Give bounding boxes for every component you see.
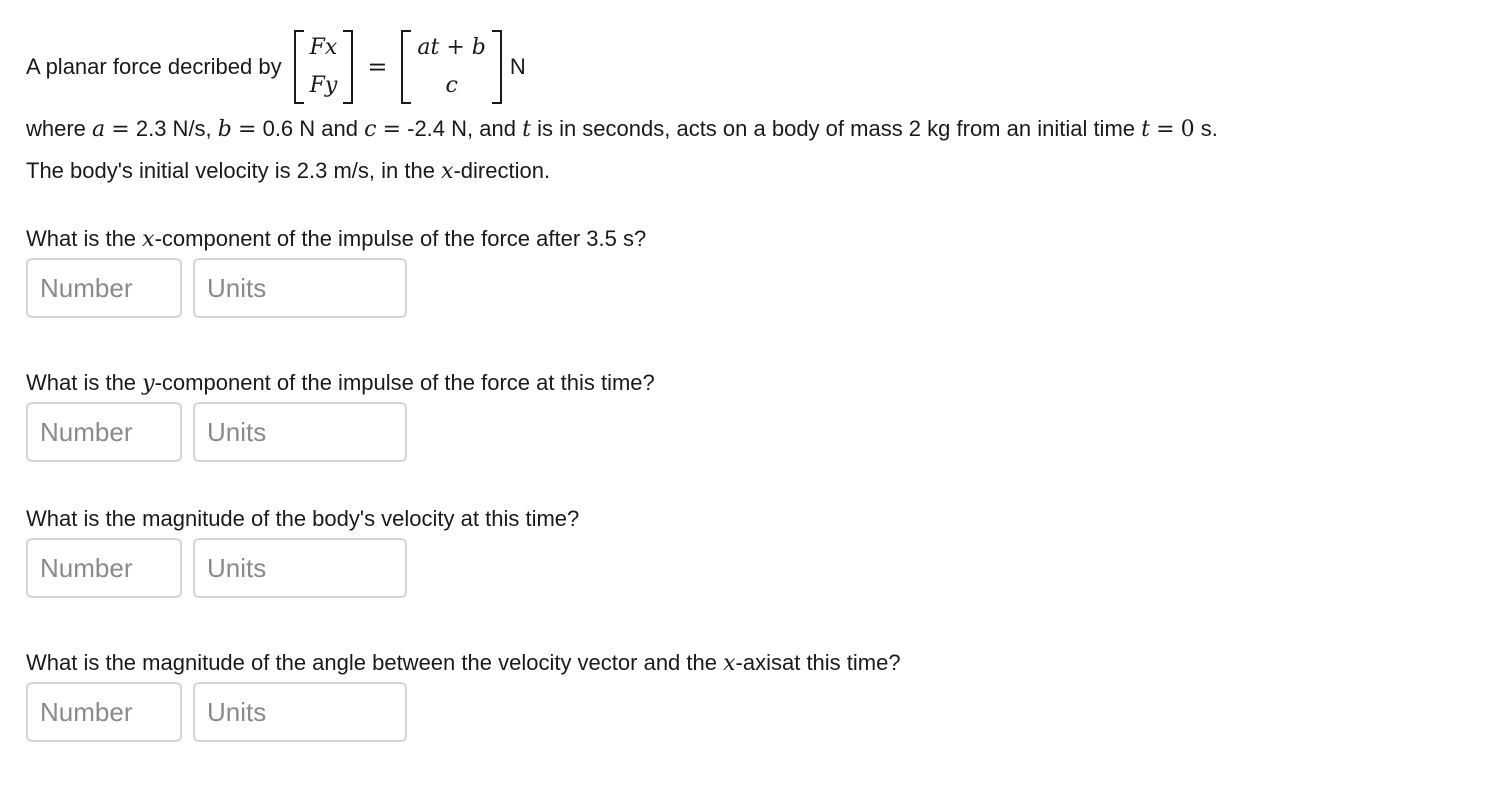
var-c: c xyxy=(364,117,377,142)
number-input[interactable] xyxy=(26,538,182,598)
right-bracket xyxy=(492,30,502,104)
question-1: What is the x-component of the impulse of the force after 3.5 s? xyxy=(26,226,647,252)
var-x: x xyxy=(723,651,736,676)
right-bracket xyxy=(343,30,353,104)
matrix-cell-c: c xyxy=(445,73,458,98)
conditions-line: where a = 2.3 N/s, b = 0.6 N and c = -2.4 N, and t is in seconds, acts on a body of mass 2 kg from an initial time t = 0 s. xyxy=(26,116,1218,142)
force-unit: N xyxy=(509,54,526,79)
matrix-cell-fy: Fy xyxy=(309,73,338,98)
left-bracket xyxy=(401,30,411,104)
value-b: 0.6 N and xyxy=(262,116,358,141)
var-x: x xyxy=(441,159,454,184)
units-input[interactable] xyxy=(193,538,407,598)
left-bracket xyxy=(294,30,304,104)
var-t: t xyxy=(522,117,531,142)
var-b: b xyxy=(217,117,232,142)
lhs-matrix xyxy=(294,30,354,104)
rhs-matrix xyxy=(401,30,501,104)
value-t0: 0 xyxy=(1180,117,1195,142)
question-4: What is the magnitude of the angle between the velocity vector and the x-axisat this time? xyxy=(26,650,901,676)
number-input[interactable] xyxy=(26,402,182,462)
initial-velocity-line: The body's initial velocity is 2.3 m/s, in the x-direction. xyxy=(26,158,551,184)
matrix-cell-at-plus-b: at + b xyxy=(417,35,486,60)
value-c: -2.4 N, and xyxy=(407,116,516,141)
units-input[interactable] xyxy=(193,258,407,318)
var-t-initial: t xyxy=(1141,117,1150,142)
question-3: What is the magnitude of the body's velocity at this time? xyxy=(26,506,580,531)
answer-row-3 xyxy=(26,538,407,598)
question-2: What is the y-component of the impulse of the force at this time? xyxy=(26,370,655,396)
answer-row-4 xyxy=(26,682,407,742)
matrix-cell-fx: Fx xyxy=(309,35,338,60)
answer-row-2 xyxy=(26,402,407,462)
answer-row-1 xyxy=(26,258,407,318)
units-input[interactable] xyxy=(193,402,407,462)
units-input[interactable] xyxy=(193,682,407,742)
var-x: x xyxy=(142,227,155,252)
value-a: 2.3 N/s, xyxy=(135,116,212,141)
number-input[interactable] xyxy=(26,682,182,742)
var-y: y xyxy=(142,371,155,396)
var-a: a xyxy=(92,117,106,142)
force-definition xyxy=(26,28,526,106)
intro-prefix: A planar force decribed by xyxy=(26,54,282,79)
number-input[interactable] xyxy=(26,258,182,318)
equals-sign: = xyxy=(367,53,388,81)
